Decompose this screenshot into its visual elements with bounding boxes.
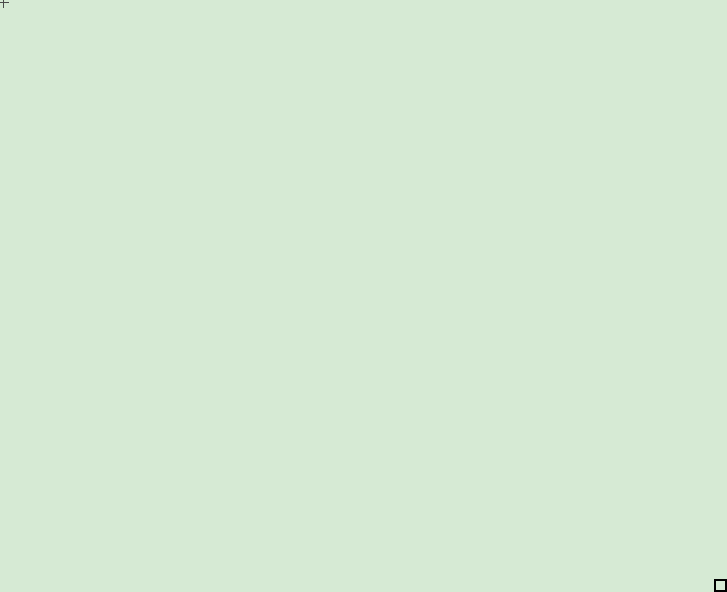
table-move-handle-icon[interactable] xyxy=(0,0,9,9)
table-resize-handle[interactable] xyxy=(714,579,727,592)
